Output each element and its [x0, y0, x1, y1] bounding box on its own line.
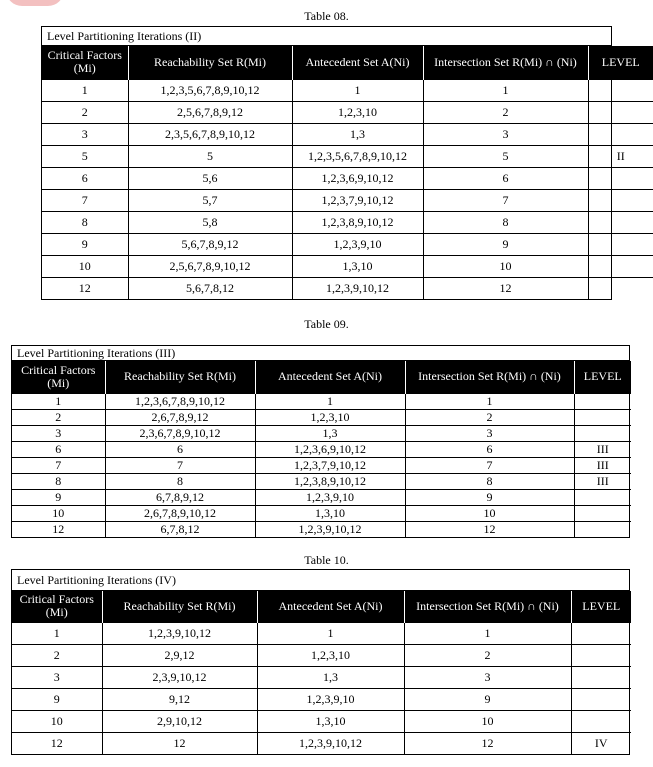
cell-critical-factor: 10	[42, 255, 128, 277]
cell-reachability-set: 2,9,12	[102, 644, 257, 666]
cell-reachability-set: 5,6,7,8,9,12	[128, 233, 292, 255]
cell-level	[571, 666, 631, 688]
cell-reachability-set: 9,12	[102, 688, 257, 710]
cell-antecedent-set: 1,3,10	[255, 505, 405, 521]
cell-critical-factor: 1	[12, 622, 102, 644]
cell-intersection-set: 9	[423, 233, 588, 255]
cell-reachability-set: 1,2,3,5,6,7,8,9,10,12	[128, 79, 292, 101]
header-level: LEVEL	[588, 46, 653, 79]
cell-intersection-set: 2	[404, 644, 571, 666]
table-09-title: Level Partitioning Iterations (III)	[12, 346, 629, 361]
cell-critical-factor: 7	[12, 457, 105, 473]
cell-level	[571, 622, 631, 644]
table-row	[12, 441, 631, 457]
table-row	[42, 233, 653, 255]
cell-reachability-set: 5	[128, 145, 292, 167]
cell-reachability-set: 6,7,8,9,12	[105, 489, 255, 505]
table-row	[12, 473, 631, 489]
table-09	[11, 345, 630, 538]
cell-antecedent-set: 1,3	[255, 425, 405, 441]
cell-intersection-set: 3	[423, 123, 588, 145]
cell-level	[571, 710, 631, 732]
cell-intersection-set: 2	[423, 101, 588, 123]
cell-level	[574, 409, 631, 425]
cell-reachability-set: 2,3,6,7,8,9,10,12	[105, 425, 255, 441]
table-10-title: Level Partitioning Iterations (IV)	[12, 570, 629, 591]
cell-critical-factor: 9	[42, 233, 128, 255]
cell-reachability-set: 6,7,8,12	[105, 521, 255, 537]
cell-antecedent-set: 1,2,3,10	[255, 409, 405, 425]
table-row	[12, 393, 631, 409]
cell-reachability-set: 2,9,10,12	[102, 710, 257, 732]
cell-reachability-set: 12	[102, 732, 257, 754]
cell-intersection-set: 12	[423, 277, 588, 299]
table-row	[12, 489, 631, 505]
cell-intersection-set: 1	[404, 622, 571, 644]
cell-intersection-set: 8	[423, 211, 588, 233]
table-10-caption: Table 10.	[304, 553, 349, 567]
header-reachability-set: Reachability Set R(Mi)	[128, 46, 292, 79]
cell-level	[588, 255, 653, 277]
table-08-title: Level Partitioning Iterations (II)	[42, 27, 611, 46]
cell-reachability-set: 1,2,3,6,7,8,9,10,12	[105, 393, 255, 409]
table-row	[12, 710, 631, 732]
cell-critical-factor: 2	[42, 101, 128, 123]
cell-reachability-set: 6	[105, 441, 255, 457]
cell-level	[571, 644, 631, 666]
table-header-row	[42, 46, 653, 79]
table-row	[42, 123, 653, 145]
cell-intersection-set: 10	[423, 255, 588, 277]
cell-intersection-set: 7	[423, 189, 588, 211]
cell-level	[588, 211, 653, 233]
cell-intersection-set: 9	[405, 489, 574, 505]
cell-intersection-set: 1	[423, 79, 588, 101]
cell-reachability-set: 2,3,9,10,12	[102, 666, 257, 688]
table-09-grid	[12, 361, 631, 537]
cell-critical-factor: 12	[42, 277, 128, 299]
header-intersection-set: Intersection Set R(Mi) ∩ (Ni)	[404, 591, 571, 622]
cell-intersection-set: 10	[405, 505, 574, 521]
cell-intersection-set: 3	[405, 425, 574, 441]
cell-level	[574, 521, 631, 537]
cell-critical-factor: 9	[12, 489, 105, 505]
table-08-caption: Table 08.	[304, 9, 349, 23]
cell-level	[588, 123, 653, 145]
table-08-grid	[42, 46, 653, 299]
table-header-row	[12, 361, 631, 393]
cell-antecedent-set: 1,2,3,5,6,7,8,9,10,12	[292, 145, 423, 167]
cell-level	[588, 79, 653, 101]
cell-critical-factor: 9	[12, 688, 102, 710]
cell-intersection-set: 8	[405, 473, 574, 489]
table-row	[12, 505, 631, 521]
header-intersection-set: Intersection Set R(Mi) ∩ (Ni)	[423, 46, 588, 79]
cell-level: IV	[571, 732, 631, 754]
table-row	[42, 277, 653, 299]
cell-antecedent-set: 1	[257, 622, 404, 644]
table-row	[12, 425, 631, 441]
cell-intersection-set: 1	[405, 393, 574, 409]
cell-intersection-set: 3	[404, 666, 571, 688]
table-row	[42, 211, 653, 233]
cell-reachability-set: 2,3,5,6,7,8,9,10,12	[128, 123, 292, 145]
cell-critical-factor: 6	[12, 441, 105, 457]
cell-antecedent-set: 1,2,3,8,9,10,12	[292, 211, 423, 233]
cell-critical-factor: 6	[42, 167, 128, 189]
cell-antecedent-set: 1	[292, 79, 423, 101]
cell-level	[588, 233, 653, 255]
cell-level	[588, 277, 653, 299]
table-08	[41, 26, 640, 300]
cell-critical-factor: 12	[12, 521, 105, 537]
cell-critical-factor: 8	[12, 473, 105, 489]
table-row	[42, 101, 653, 123]
cell-intersection-set: 6	[405, 441, 574, 457]
cell-antecedent-set: 1,2,3,9,10	[257, 688, 404, 710]
cell-level: II	[588, 145, 653, 167]
cell-critical-factor: 12	[12, 732, 102, 754]
cell-antecedent-set: 1,3,10	[292, 255, 423, 277]
cell-reachability-set: 2,6,7,8,9,10,12	[105, 505, 255, 521]
cell-reachability-set: 2,5,6,7,8,9,12	[128, 101, 292, 123]
cell-critical-factor: 2	[12, 409, 105, 425]
cell-antecedent-set: 1	[255, 393, 405, 409]
table-09-caption: Table 09.	[304, 317, 349, 331]
header-antecedent-set: Antecedent Set A(Ni)	[257, 591, 404, 622]
cell-critical-factor: 2	[12, 644, 102, 666]
cell-intersection-set: 9	[404, 688, 571, 710]
cell-antecedent-set: 1,2,3,10	[257, 644, 404, 666]
cell-critical-factor: 5	[42, 145, 128, 167]
cell-reachability-set: 5,8	[128, 211, 292, 233]
cell-critical-factor: 10	[12, 505, 105, 521]
header-reachability-set: Reachability Set R(Mi)	[105, 361, 255, 393]
cell-antecedent-set: 1,2,3,7,9,10,12	[292, 189, 423, 211]
cell-antecedent-set: 1,2,3,9,10,12	[292, 277, 423, 299]
table-row	[12, 644, 631, 666]
header-critical-factors: Critical Factors (Mi)	[42, 46, 128, 79]
table-row	[12, 732, 631, 754]
cell-reachability-set: 7	[105, 457, 255, 473]
table-row	[12, 622, 631, 644]
cell-level	[574, 425, 631, 441]
cell-antecedent-set: 1,3	[257, 666, 404, 688]
table-row	[42, 79, 653, 101]
cell-intersection-set: 7	[405, 457, 574, 473]
cell-reachability-set: 8	[105, 473, 255, 489]
cell-level	[588, 167, 653, 189]
cell-reachability-set: 1,2,3,9,10,12	[102, 622, 257, 644]
cell-level	[574, 489, 631, 505]
table-row	[12, 409, 631, 425]
cell-critical-factor: 7	[42, 189, 128, 211]
cell-reachability-set: 5,7	[128, 189, 292, 211]
cell-level	[588, 101, 653, 123]
header-critical-factors: Critical Factors (Mi)	[12, 591, 102, 622]
cell-antecedent-set: 1,2,3,10	[292, 101, 423, 123]
table-row	[42, 145, 653, 167]
cell-intersection-set: 6	[423, 167, 588, 189]
cell-antecedent-set: 1,2,3,9,10,12	[255, 521, 405, 537]
table-row	[12, 521, 631, 537]
cell-intersection-set: 12	[405, 521, 574, 537]
cell-critical-factor: 1	[12, 393, 105, 409]
cell-antecedent-set: 1,3	[292, 123, 423, 145]
cell-level	[574, 505, 631, 521]
cell-antecedent-set: 1,2,3,7,9,10,12	[255, 457, 405, 473]
header-intersection-set: Intersection Set R(Mi) ∩ (Ni)	[405, 361, 574, 393]
table-row	[12, 666, 631, 688]
table-row	[42, 167, 653, 189]
header-antecedent-set: Antecedent Set A(Ni)	[255, 361, 405, 393]
cell-level	[571, 688, 631, 710]
cell-antecedent-set: 1,2,3,9,10	[292, 233, 423, 255]
corner-logo-fragment	[6, 0, 64, 6]
table-row	[42, 255, 653, 277]
cell-antecedent-set: 1,3,10	[257, 710, 404, 732]
cell-level: III	[574, 457, 631, 473]
cell-reachability-set: 2,6,7,8,9,12	[105, 409, 255, 425]
table-header-row	[12, 591, 631, 622]
cell-intersection-set: 10	[404, 710, 571, 732]
cell-level: III	[574, 441, 631, 457]
cell-antecedent-set: 1,2,3,6,9,10,12	[292, 167, 423, 189]
table-row	[42, 189, 653, 211]
cell-intersection-set: 12	[404, 732, 571, 754]
cell-level	[574, 393, 631, 409]
cell-intersection-set: 5	[423, 145, 588, 167]
cell-level	[588, 189, 653, 211]
cell-reachability-set: 5,6,7,8,12	[128, 277, 292, 299]
cell-critical-factor: 10	[12, 710, 102, 732]
header-antecedent-set: Antecedent Set A(Ni)	[292, 46, 423, 79]
cell-reachability-set: 5,6	[128, 167, 292, 189]
header-level: LEVEL	[574, 361, 631, 393]
cell-antecedent-set: 1,2,3,9,10,12	[257, 732, 404, 754]
cell-intersection-set: 2	[405, 409, 574, 425]
cell-critical-factor: 3	[12, 425, 105, 441]
cell-antecedent-set: 1,2,3,9,10	[255, 489, 405, 505]
table-row	[12, 688, 631, 710]
cell-critical-factor: 3	[12, 666, 102, 688]
table-10	[11, 569, 630, 755]
header-level: LEVEL	[571, 591, 631, 622]
table-10-grid	[12, 591, 631, 754]
cell-critical-factor: 1	[42, 79, 128, 101]
cell-critical-factor: 3	[42, 123, 128, 145]
cell-reachability-set: 2,5,6,7,8,9,10,12	[128, 255, 292, 277]
cell-antecedent-set: 1,2,3,6,9,10,12	[255, 441, 405, 457]
cell-critical-factor: 8	[42, 211, 128, 233]
header-critical-factors: Critical Factors (Mi)	[12, 361, 105, 393]
header-reachability-set: Reachability Set R(Mi)	[102, 591, 257, 622]
cell-antecedent-set: 1,2,3,8,9,10,12	[255, 473, 405, 489]
cell-level: III	[574, 473, 631, 489]
table-row	[12, 457, 631, 473]
